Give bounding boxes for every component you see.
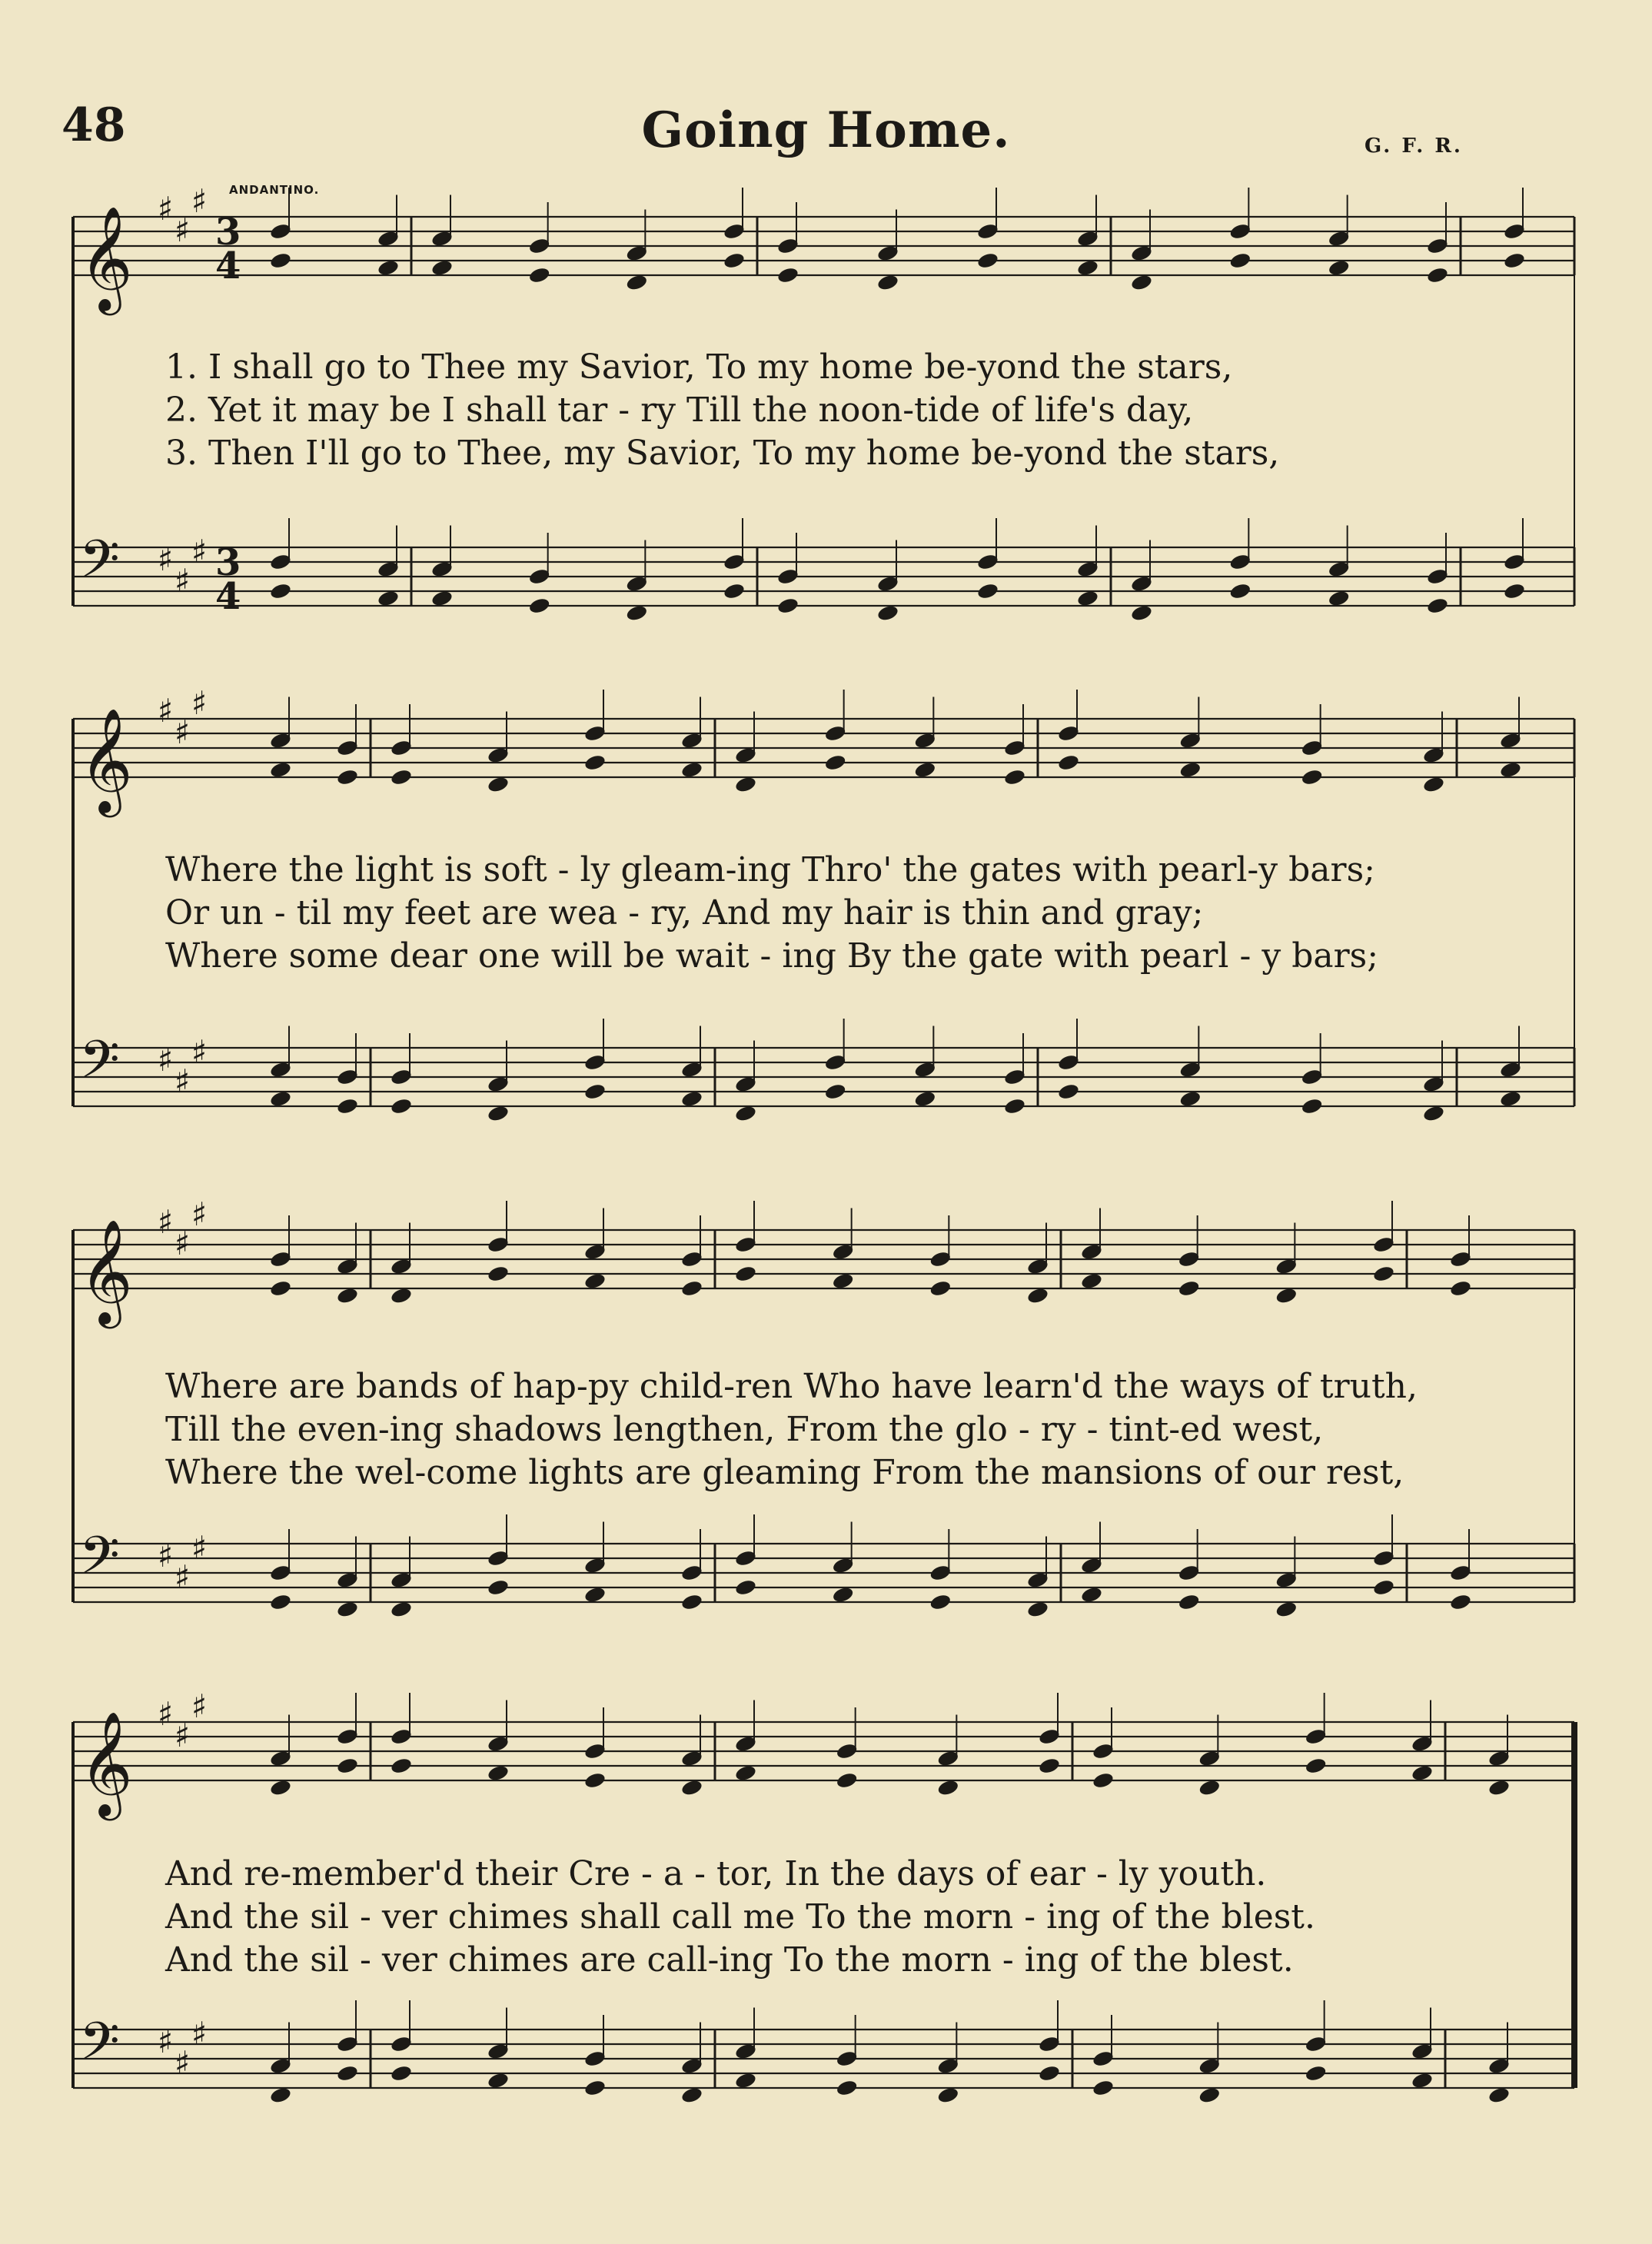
note-head: [269, 1279, 292, 1298]
note-head: [336, 1601, 359, 1619]
sharp-icon: ♯: [191, 2015, 208, 2053]
sharp-icon: ♯: [191, 1529, 208, 1567]
note-head: [1076, 259, 1099, 278]
sharp-icon: ♯: [158, 1537, 174, 1574]
sharp-icon: ♯: [175, 2044, 191, 2082]
time-signature-bottom: 4: [215, 575, 241, 618]
note-head: [390, 2064, 413, 2083]
note-head: [487, 1105, 510, 1123]
note-head: [1328, 590, 1351, 608]
note-head: [913, 1090, 936, 1109]
note-head: [1499, 1090, 1522, 1109]
note-head: [269, 761, 292, 780]
note-head: [1503, 582, 1526, 600]
note-head: [1178, 1593, 1201, 1611]
sharp-icon: ♯: [158, 190, 174, 228]
note-head: [487, 1265, 510, 1283]
note-head: [269, 1593, 292, 1611]
note-head: [1076, 590, 1099, 608]
note-head: [1422, 776, 1445, 794]
lyric-line: 3. Then I'll go to Thee, my Savior, To my home be-yond the stars,: [165, 434, 1280, 473]
note-head: [528, 597, 551, 615]
note-head: [1275, 1601, 1298, 1619]
note-head: [1092, 1771, 1115, 1790]
note-head: [1499, 761, 1522, 780]
note-head: [1411, 2072, 1434, 2090]
note-head: [876, 274, 899, 292]
note-head: [1198, 1779, 1221, 1797]
hymn-title: Going Home.: [641, 101, 1011, 159]
page-number: 48: [61, 98, 126, 152]
lyrics-system-1: [165, 346, 1561, 475]
note-head: [1426, 266, 1449, 284]
tempo-marking: ANDANTINO.: [229, 183, 320, 197]
lyric-line: Where the light is soft - ly gleam-ing Thro' the gates with pearl-y bars;: [165, 850, 1375, 889]
note-head: [390, 1757, 413, 1775]
note-head: [1092, 2079, 1115, 2097]
note-head: [1057, 753, 1080, 772]
sharp-icon: ♯: [158, 692, 174, 730]
note-head: [1422, 1105, 1445, 1123]
lyric-line: 1. I shall go to Thee my Savior, To my home be-yond the stars,: [165, 347, 1233, 387]
lyrics-system-2: [165, 849, 1561, 978]
note-head: [1080, 1586, 1103, 1604]
bass-clef-icon: 𝄢: [79, 1030, 120, 1103]
note-head: [832, 1272, 855, 1291]
note-head: [1426, 597, 1449, 615]
treble-clef-icon: 𝄞: [79, 1710, 133, 1816]
sharp-icon: ♯: [158, 1041, 174, 1079]
treble-clef-icon: 𝄞: [79, 706, 133, 813]
note-head: [1301, 1097, 1324, 1115]
note-head: [336, 1097, 359, 1115]
sharp-icon: ♯: [175, 1225, 191, 1262]
note-head: [1178, 761, 1202, 780]
note-head: [1130, 274, 1153, 292]
note-head: [336, 1287, 359, 1305]
note-head: [734, 776, 757, 794]
note-head: [734, 1578, 757, 1597]
note-head: [487, 776, 510, 794]
sharp-icon: ♯: [191, 1033, 208, 1071]
sharp-icon: ♯: [191, 1195, 208, 1233]
note-head: [836, 1771, 859, 1790]
note-head: [487, 1764, 510, 1783]
note-head: [1178, 1279, 1201, 1298]
note-head: [1487, 2086, 1511, 2105]
note-head: [390, 768, 413, 786]
note-head: [876, 604, 899, 623]
sharp-icon: ♯: [158, 1203, 174, 1241]
note-head: [390, 1601, 413, 1619]
note-head: [1038, 2064, 1061, 2083]
note-head: [1301, 768, 1324, 786]
note-head: [824, 753, 847, 772]
lyrics-system-3: [165, 1365, 1561, 1494]
sharp-icon: ♯: [191, 1687, 208, 1725]
lyric-line: Where the wel-come lights are gleaming From the mansions of our rest,: [165, 1453, 1404, 1492]
note-head: [976, 582, 999, 600]
time-signature-top: 3: [215, 211, 241, 254]
note-head: [1305, 2064, 1328, 2083]
time-signature-top: 3: [215, 541, 241, 584]
note-head: [1178, 1090, 1202, 1109]
note-head: [1503, 251, 1526, 270]
note-head: [1372, 1265, 1395, 1283]
bass-clef-icon: 𝄢: [79, 530, 120, 603]
note-head: [734, 2072, 757, 2090]
sharp-icon: ♯: [175, 211, 191, 249]
sharp-icon: ♯: [191, 684, 208, 722]
sharp-icon: ♯: [158, 1695, 174, 1733]
note-head: [832, 1586, 855, 1604]
note-head: [583, 1082, 607, 1101]
sharp-icon: ♯: [175, 1558, 191, 1596]
lyric-line: 2. Yet it may be I shall tar - ry Till the noon-tide of life's day,: [165, 391, 1194, 430]
note-head: [1372, 1578, 1395, 1597]
note-head: [680, 761, 703, 780]
note-head: [776, 597, 799, 615]
note-head: [680, 1090, 703, 1109]
note-head: [1080, 1272, 1103, 1291]
sharp-icon: ♯: [191, 533, 208, 570]
lyric-line: And the sil - ver chimes are call-ing To the morn - ing of the blest.: [165, 1940, 1294, 1980]
sharp-icon: ♯: [158, 540, 174, 578]
note-head: [377, 590, 400, 608]
note-head: [336, 768, 359, 786]
note-head: [390, 1097, 413, 1115]
lyric-line: Where are bands of hap-py child-ren Who have learn'd the ways of truth,: [165, 1367, 1418, 1406]
note-head: [734, 1105, 757, 1123]
sharp-icon: ♯: [175, 1717, 191, 1754]
sharp-icon: ♯: [191, 182, 208, 220]
note-head: [583, 1771, 607, 1790]
lyric-line: Till the even-ing shadows lengthen, From the glo - ry - tint-ed west,: [165, 1410, 1324, 1449]
note-head: [680, 2086, 703, 2105]
note-head: [1038, 1757, 1061, 1775]
note-head: [1328, 259, 1351, 278]
note-head: [824, 1082, 847, 1101]
note-head: [929, 1279, 952, 1298]
note-head: [936, 1779, 959, 1797]
note-head: [377, 259, 400, 278]
note-head: [1026, 1601, 1049, 1619]
note-head: [269, 582, 292, 600]
note-head: [269, 2086, 292, 2105]
note-head: [583, 1272, 607, 1291]
time-signature-bottom: 4: [215, 244, 241, 288]
note-head: [723, 251, 746, 270]
note-head: [1130, 604, 1153, 623]
note-head: [680, 1279, 703, 1298]
note-head: [625, 604, 648, 623]
note-head: [1003, 768, 1026, 786]
note-head: [836, 2079, 859, 2097]
sharp-icon: ♯: [158, 2023, 174, 2060]
note-head: [1411, 1764, 1434, 1783]
note-head: [734, 1764, 757, 1783]
note-head: [336, 1757, 359, 1775]
note-head: [1026, 1287, 1049, 1305]
note-head: [976, 251, 999, 270]
bass-clef-icon: 𝄢: [79, 2012, 120, 2085]
note-head: [1487, 1779, 1511, 1797]
note-head: [1057, 1082, 1080, 1101]
note-head: [1228, 251, 1251, 270]
note-head: [680, 1593, 703, 1611]
note-head: [430, 590, 454, 608]
note-head: [929, 1593, 952, 1611]
sharp-icon: ♯: [175, 562, 191, 600]
lyric-line: Where some dear one will be wait - ing By the gate with pearl - y bars;: [165, 936, 1379, 976]
note-head: [1198, 2086, 1221, 2105]
note-head: [487, 1578, 510, 1597]
note-head: [680, 1779, 703, 1797]
note-head: [390, 1287, 413, 1305]
note-head: [1228, 582, 1251, 600]
note-head: [625, 274, 648, 292]
author-initials: G. F. R.: [1364, 135, 1463, 158]
treble-clef-icon: 𝄞: [79, 1218, 133, 1324]
lyrics-system-4: [165, 1853, 1561, 1982]
note-head: [734, 1265, 757, 1283]
note-head: [336, 2064, 359, 2083]
note-head: [936, 2086, 959, 2105]
note-head: [583, 1586, 607, 1604]
note-head: [776, 266, 799, 284]
sharp-icon: ♯: [175, 713, 191, 751]
note-head: [1275, 1287, 1298, 1305]
note-head: [269, 251, 292, 270]
note-head: [1449, 1593, 1472, 1611]
lyric-line: And re-member'd their Cre - a - tor, In the days of ear - ly youth.: [165, 1854, 1267, 1893]
lyric-line: And the sil - ver chimes shall call me To the morn - ing of the blest.: [165, 1897, 1315, 1936]
note-head: [269, 1090, 292, 1109]
note-head: [583, 753, 607, 772]
note-head: [583, 2079, 607, 2097]
lyric-line: Or un - til my feet are wea - ry, And my hair is thin and gray;: [165, 893, 1204, 933]
note-head: [723, 582, 746, 600]
note-head: [1449, 1279, 1472, 1298]
note-head: [528, 266, 551, 284]
treble-clef-icon: 𝄞: [79, 204, 133, 311]
note-head: [913, 761, 936, 780]
note-head: [487, 2072, 510, 2090]
bass-clef-icon: 𝄢: [79, 1526, 120, 1599]
sharp-icon: ♯: [175, 1062, 191, 1100]
note-head: [430, 259, 454, 278]
note-head: [1305, 1757, 1328, 1775]
note-head: [1003, 1097, 1026, 1115]
note-head: [269, 1779, 292, 1797]
